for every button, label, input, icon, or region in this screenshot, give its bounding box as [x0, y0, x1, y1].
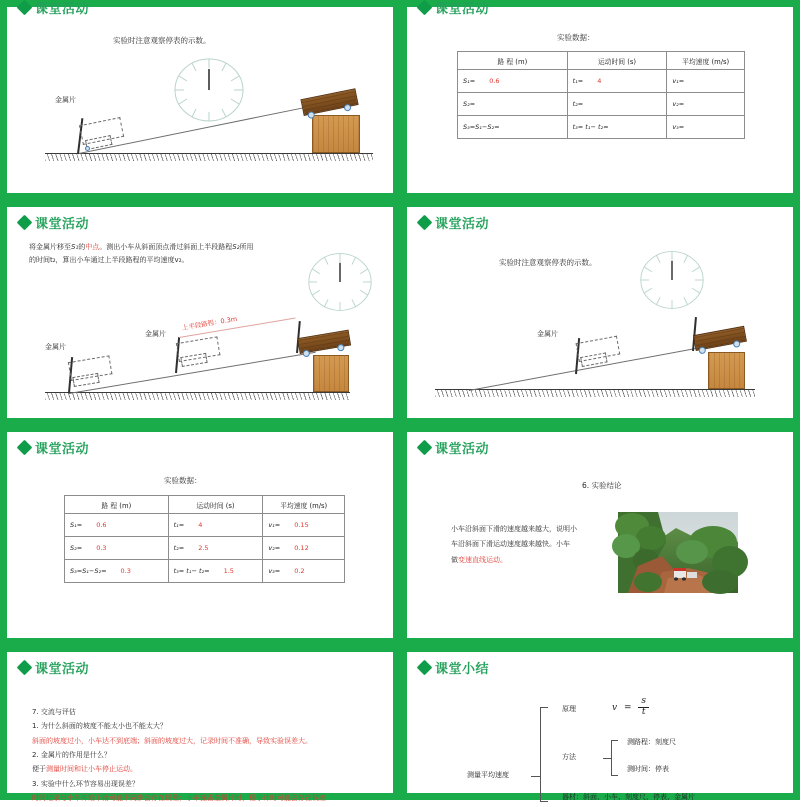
slide-4-canvas [407, 207, 793, 418]
cart-wheel-front [733, 340, 741, 348]
slide-7-canvas [7, 652, 393, 803]
col-header-time: 运动时间 (s) [567, 52, 667, 70]
segment-label: 上半段路程：0.3m [181, 314, 238, 332]
slide-2-title-row [419, 0, 489, 17]
question-3: 3. 实验中什么环节容易出现误差？ [32, 779, 139, 788]
slide-8-canvas [407, 652, 793, 801]
cart-wheel-rear [302, 349, 310, 357]
slide-title: 课堂活动 [35, 662, 90, 677]
average-speed-formula [612, 697, 649, 718]
slide-thumbnail-3[interactable] [0, 200, 400, 425]
tree-main-brace [540, 707, 548, 802]
conclusion-line-1: 小车沿斜面下滑的速度越来越大，说明小 [451, 525, 577, 533]
slide-6-title-row [419, 438, 489, 457]
tree-root-connector [531, 776, 540, 777]
ramp-support-block [312, 115, 360, 153]
ground-hatch [45, 154, 373, 161]
formula-denominator: t [641, 706, 646, 717]
cell-distance-3: S₃=S₁−S₂= 0.3 [65, 560, 169, 583]
cell-time-3: t₃= t₁− t₂= 1.5 [168, 560, 263, 583]
cell-distance-2: S₂= [458, 93, 568, 116]
slide-5-subtitle: 实验数据： [164, 476, 202, 485]
formula-lhs: v [612, 702, 618, 713]
table-row [65, 560, 345, 583]
cell-speed-1: v₁= [667, 70, 745, 93]
body-seg: 。测出小车从斜面顶点滑过斜面上半段路程 [99, 243, 233, 251]
diamond-bullet-icon [417, 0, 433, 15]
answer-2: 测量时间和让小车停止运动。 [46, 765, 137, 774]
body-seg: 的 [78, 243, 86, 251]
cell-speed-2: v₂= 0.12 [263, 537, 345, 560]
slide-title: 课堂活动 [435, 2, 490, 17]
tree-branch-principle: 原理 [562, 705, 576, 713]
diamond-bullet-icon [17, 660, 33, 676]
slide-title: 课堂活动 [435, 442, 490, 457]
body-symbol-s1: S₁ [71, 243, 79, 251]
table-row [458, 70, 745, 93]
experiment-data-table-blank [457, 51, 745, 139]
cell-time-1: t₁= 4 [168, 514, 263, 537]
cell-time-2: t₂= 2.5 [168, 537, 263, 560]
table-row [458, 93, 745, 116]
slide-title: 课堂活动 [35, 442, 90, 457]
cell-distance-1: S₁= 0.6 [65, 514, 169, 537]
cell-speed-1: v₁= 0.15 [263, 514, 345, 537]
col-header-time: 运动时间 (s) [168, 496, 263, 514]
slide-2-subtitle: 实验数据： [557, 33, 595, 42]
body-symbol-s2: S₂ [232, 243, 240, 251]
slide-title: 课堂活动 [435, 217, 490, 232]
body-line-2: 的时间t₂，算出小车通过上半段路程的平均速度v₂。 [29, 255, 189, 264]
metal-plate-label-mid: 金属片 [145, 330, 166, 338]
col-header-distance: 路 程 (m) [65, 496, 169, 514]
slide-thumbnail-6[interactable] [400, 425, 800, 645]
slide-thumbnail-2[interactable] [400, 0, 800, 200]
cart-wheel-front [337, 344, 345, 352]
slide-thumbnail-7[interactable] [0, 645, 400, 803]
metal-plate-label: 金属片 [537, 330, 558, 338]
slide-2-canvas [407, 2, 793, 193]
formula-equals: = [623, 702, 632, 713]
tree-branch-method: 方法 [562, 753, 576, 761]
cell-distance-1: S₁= 0.6 [458, 70, 568, 93]
cell-distance-2: S₂= 0.3 [65, 537, 169, 560]
tree-method-connector [603, 758, 611, 759]
slide-title: 课堂小结 [435, 662, 490, 677]
cell-speed-3: v₃= 0.2 [263, 560, 345, 583]
slide-thumbnail-5[interactable] [0, 425, 400, 645]
slide-title: 课堂活动 [35, 2, 90, 17]
ramp-scene-3 [7, 207, 407, 432]
ramp-support-block [313, 355, 349, 392]
cell-time-3: t₃= t₁− t₂= [567, 116, 667, 139]
ground-hatch [45, 393, 350, 400]
slide-1-subtitle: 实验时注意观察停表的示数。 [113, 36, 211, 45]
body-seg: 所用 [239, 243, 254, 251]
tree-method-item-2: 测时间：停表 [627, 765, 669, 773]
formula-fraction [638, 697, 649, 718]
tree-method-item-1: 测路程：刻度尺 [627, 738, 676, 746]
cart-ghost-wheel [85, 146, 90, 151]
slide-6-subtitle: 6. 实验结论 [582, 481, 622, 490]
slide-7-title-row [19, 658, 89, 677]
tree-branch-equipment: 器材：斜面、小车、刻度尺、停表、金属片 [562, 793, 695, 801]
col-header-distance: 路 程 (m) [458, 52, 568, 70]
cell-speed-2: v₂= [667, 93, 745, 116]
question-2: 2. 金属片的作用是什么？ [32, 751, 111, 760]
answer-3: 时间记录与小车开始下滑可能不同步会存在误差；小车撞击金属片时，稳小计时可能会存在误差 [32, 794, 326, 803]
slide-6-canvas [407, 432, 793, 638]
ground-hatch [435, 390, 755, 397]
question-1: 1. 为什么斜面的坡度不能太小也不能太大？ [32, 722, 167, 731]
diamond-bullet-icon [417, 440, 433, 456]
cell-time-1: t₁= 4 [567, 70, 667, 93]
answer-2-prefix: 便于 [32, 765, 46, 774]
slide-3-canvas [7, 207, 393, 418]
col-header-speed: 平均速度 (m/s) [263, 496, 345, 514]
slide-thumbnail-8[interactable] [400, 645, 800, 800]
conclusion-text [451, 522, 611, 568]
table-row [65, 514, 345, 537]
conclusion-line-2: 车沿斜面下滑运动速度越来越快。小车 [451, 540, 570, 549]
col-header-speed: 平均速度 (m/s) [667, 52, 745, 70]
ramp-support-block [708, 352, 745, 389]
ramp-scene-4 [407, 207, 807, 432]
cell-distance-3: S₃=S₁−S₂= [458, 116, 568, 139]
metal-plate-label: 金属片 [55, 96, 76, 104]
cell-time-2: t₂= [567, 93, 667, 116]
diamond-bullet-icon [17, 440, 33, 456]
slide-5-canvas [7, 432, 393, 638]
conclusion-line-3-prefix: 做 [451, 555, 458, 564]
slide-thumbnail-1[interactable] [0, 0, 400, 200]
tree-method-brace [611, 740, 618, 776]
tree-root-label: 测量平均速度 [467, 771, 509, 779]
cell-speed-3: v₃= [667, 116, 745, 139]
answer-1: 斜面的坡度过小，小车达不到底端；斜面的坡度过大，记录时间不准确，导致实验误差大。 [32, 736, 312, 745]
slide-5-title-row [19, 438, 89, 457]
ramp-scene-1 [7, 7, 407, 207]
mountain-road-photo [618, 512, 738, 593]
formula-numerator: s [638, 697, 649, 708]
slide-1-canvas [7, 2, 393, 193]
slide-thumbnail-4[interactable] [400, 200, 800, 425]
cart-wheel-front [343, 104, 351, 112]
slide-title: 课堂活动 [35, 217, 90, 232]
experiment-data-table-filled [64, 495, 345, 583]
table-header-row [458, 52, 745, 70]
table-row [65, 537, 345, 560]
metal-plate-label-left: 金属片 [45, 343, 66, 351]
slide-4-subtitle: 实验时注意观察停表的示数。 [499, 258, 597, 267]
table-header-row [65, 496, 345, 514]
body-highlight-midpoint: 中点 [85, 243, 100, 251]
table-row [458, 116, 745, 139]
conclusion-highlight: 变速直线运动。 [458, 555, 507, 564]
body-seg: 将金属片移至 [29, 243, 71, 251]
discussion-list [32, 705, 382, 805]
cart-wheel-rear [698, 346, 706, 354]
discussion-heading: 7. 交流与评估 [32, 708, 76, 716]
summary-tree [407, 652, 807, 807]
